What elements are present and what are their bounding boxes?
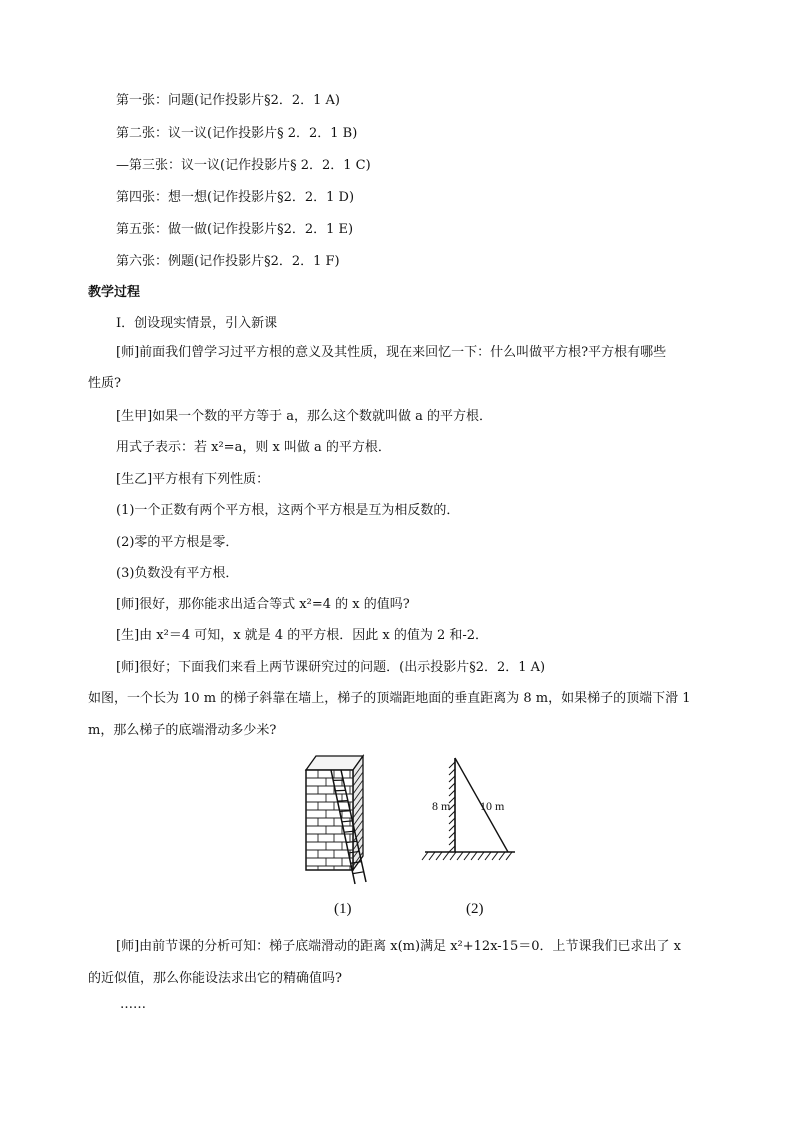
slide-item-4: 第四张：想一想(记作投影片§2．2．1 D) bbox=[116, 190, 355, 205]
drawing-stroke bbox=[499, 852, 505, 860]
drawing-stroke bbox=[449, 769, 455, 775]
paragraph: [生乙]平方根有下列性质： bbox=[116, 472, 270, 487]
drawing-stroke bbox=[449, 783, 455, 789]
drawing-stroke bbox=[340, 811, 350, 812]
section-heading: 教学过程 bbox=[88, 285, 141, 300]
drawing-stroke bbox=[478, 852, 484, 860]
slide-item-2: 第二张：议一议(记作投影片§ 2．2．1 B) bbox=[116, 126, 358, 141]
ladder-length-label: 10 m bbox=[480, 799, 505, 813]
ladder-figure bbox=[290, 748, 530, 928]
paragraph: [师]由前节课的分析可知：梯子底端滑动的距离 x(m)满足 x²+12x-15＝0．上节课我们已求出了 x bbox=[116, 939, 681, 954]
slide-item-1: 第一张：问题(记作投影片§2．2．1 A) bbox=[116, 93, 340, 108]
paragraph: (2)零的平方根是零． bbox=[116, 535, 239, 550]
drawing-stroke bbox=[485, 852, 491, 860]
wall-height-label: 8 m bbox=[432, 799, 451, 813]
subsection-title: Ⅰ．创设现实情景，引入新课 bbox=[116, 316, 278, 331]
drawing-stroke bbox=[457, 852, 463, 860]
paragraph: [师]很好，那你能求出适合等式 x²=4 的 x 的值吗? bbox=[116, 597, 410, 612]
drawing-stroke bbox=[353, 872, 364, 874]
paragraph: [师]很好；下面我们来看上两节课研究过的问题．(出示投影片§2．2．1 A) bbox=[116, 660, 546, 675]
drawing-stroke bbox=[449, 846, 455, 852]
drawing-stroke bbox=[492, 852, 498, 860]
drawing-stroke bbox=[450, 852, 456, 860]
figure-caption-1: (1) bbox=[334, 901, 352, 917]
drawing-stroke bbox=[449, 825, 455, 831]
brick-wall-illustration bbox=[306, 756, 363, 870]
paragraph: [生甲]如果一个数的平方等于 a，那么这个数就叫做 a 的平方根． bbox=[116, 409, 493, 424]
slide-item-3: —第三张：议一议(记作投影片§ 2．2．1 C) bbox=[116, 158, 371, 173]
drawing-stroke bbox=[338, 801, 348, 802]
ladder-diagram bbox=[290, 748, 530, 928]
figure-caption-2: (2) bbox=[466, 901, 484, 917]
drawing-stroke bbox=[449, 790, 455, 796]
paragraph: [师]前面我们曾学习过平方根的意义及其性质，现在来回忆一下：什么叫做平方根?平方根有哪些 bbox=[116, 345, 667, 360]
drawing-stroke bbox=[422, 852, 428, 860]
drawing-stroke bbox=[449, 818, 455, 824]
drawing-stroke bbox=[471, 852, 477, 860]
drawing-stroke bbox=[436, 852, 442, 860]
drawing-stroke bbox=[449, 776, 455, 782]
drawing-stroke bbox=[464, 852, 470, 860]
paragraph: (1)一个正数有两个平方根，这两个平方根是互为相反数的． bbox=[116, 503, 460, 518]
drawing-stroke bbox=[449, 762, 455, 768]
drawing-stroke bbox=[429, 852, 435, 860]
drawing-stroke bbox=[449, 832, 455, 838]
paragraph: (3)负数没有平方根． bbox=[116, 566, 239, 581]
slide-item-6: 第六张：例题(记作投影片§2．2．1 F) bbox=[116, 254, 340, 269]
drawing-stroke bbox=[449, 839, 455, 845]
paragraph: 的近似值，那么你能设法求出它的精确值吗? bbox=[88, 971, 342, 986]
drawing-stroke bbox=[443, 852, 449, 860]
paragraph: 如图，一个长为 10 m 的梯子斜靠在墙上，梯子的顶端距地面的垂直距离为 8 m，如果梯子的顶端下滑 1 bbox=[88, 691, 691, 706]
paragraph: [生]由 x²＝4 可知，x 就是 4 的平方根．因此 x 的值为 2 和-2． bbox=[116, 628, 489, 643]
slide-item-5: 第五张：做一做(记作投影片§2．2．1 E) bbox=[116, 222, 354, 237]
paragraph: 性质? bbox=[88, 376, 121, 391]
paragraph: m，那么梯子的底端滑动多少米? bbox=[88, 723, 277, 738]
paragraph: 用式子表示：若 x²=a，则 x 叫做 a 的平方根． bbox=[116, 440, 391, 455]
ellipsis: …… bbox=[120, 997, 146, 1012]
drawing-stroke bbox=[506, 852, 512, 860]
